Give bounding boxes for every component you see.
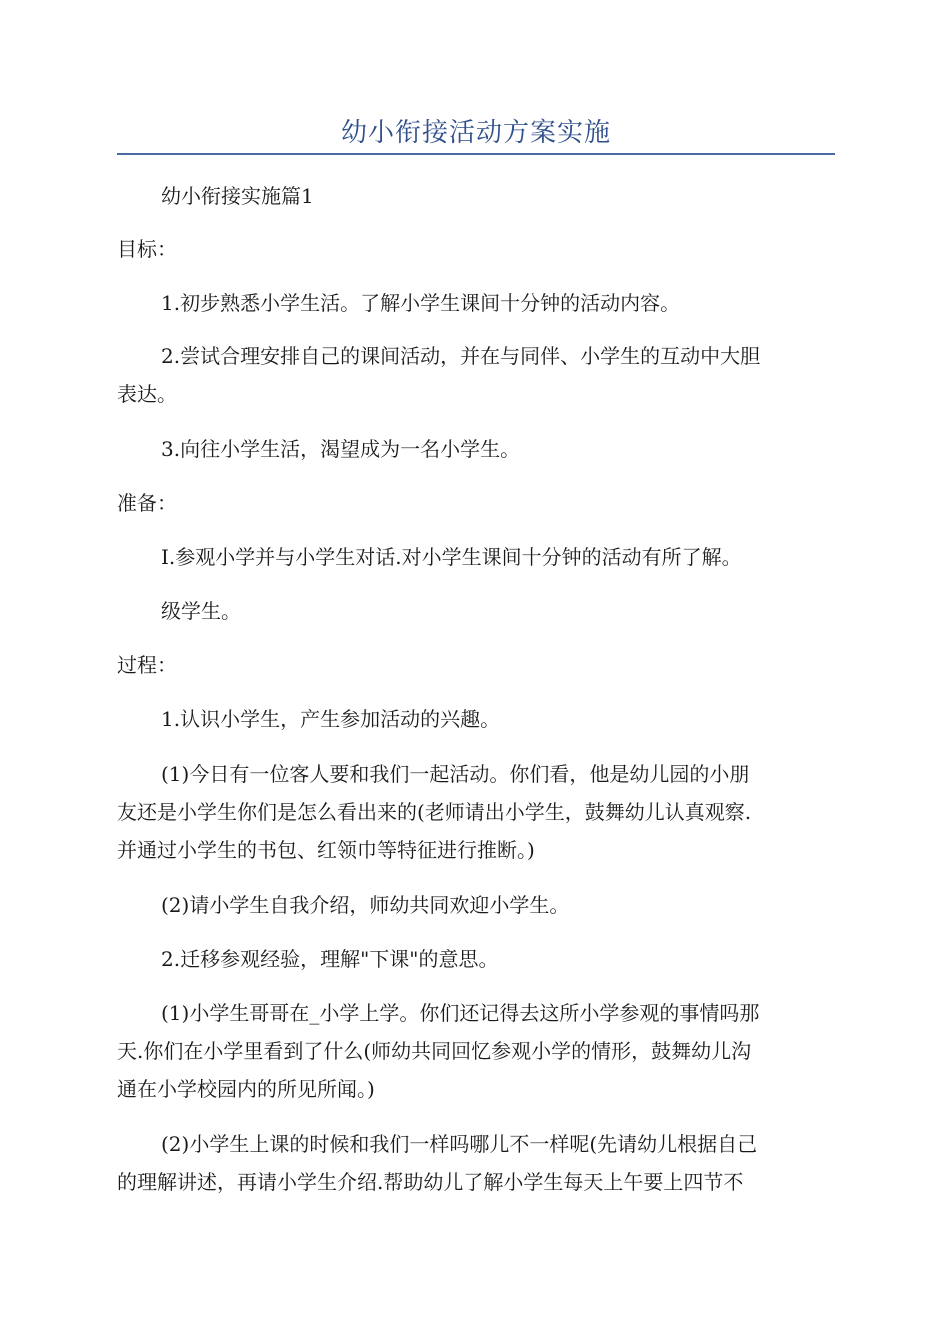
text-line: 目标： [117, 237, 177, 261]
text-line: 准备： [117, 491, 177, 515]
paragraph-prep-heading [117, 484, 835, 522]
title-underline [117, 153, 835, 155]
paragraph-goal-3 [117, 430, 835, 468]
paragraph-process-1-1 [117, 755, 835, 869]
text-line: 的理解讲述，再请小学生介绍.帮助幼儿了解小学生每天上午要上四节不 [117, 1170, 744, 1194]
text-line: 过程： [117, 653, 177, 677]
text-line: (2)请小学生自我介绍，师幼共同欢迎小学生。 [161, 893, 570, 917]
paragraph-goal-2 [117, 337, 835, 413]
paragraph-section-heading [117, 177, 835, 215]
text-line: 友还是小学生你们是怎么看出来的(老师请出小学生，鼓舞幼儿认真观察. [117, 800, 752, 824]
text-line: 1.初步熟悉小学生活。了解小学生课间十分钟的活动内容。 [161, 291, 681, 315]
paragraph-process-1-2 [117, 886, 835, 924]
text-line: 级学生。 [161, 599, 241, 623]
paragraph-prep-2 [117, 592, 835, 630]
paragraph-prep-1 [117, 538, 835, 576]
text-line: 表达。 [117, 382, 177, 406]
text-line: 1.认识小学生，产生参加活动的兴趣。 [161, 707, 501, 731]
text-line: (1)小学生哥哥在_小学上学。你们还记得去这所小学参观的事情吗那 [161, 1001, 760, 1025]
text-line: 3.向往小学生活，渴望成为一名小学生。 [161, 437, 521, 461]
text-line: 并通过小学生的书包、红领巾等特征进行推断。) [117, 838, 535, 862]
paragraph-process-heading [117, 646, 835, 684]
text-line: (1)今日有一位客人要和我们一起活动。你们看，他是幼儿园的小朋 [161, 762, 750, 786]
document-page [117, 0, 835, 1344]
document-title: 幼小衔接活动方案实施 [340, 118, 611, 148]
text-line: I.参观小学并与小学生对话.对小学生课间十分钟的活动有所了解。 [161, 545, 742, 569]
text-line: 天.你们在小学里看到了什么(师幼共同回忆参观小学的情形，鼓舞幼儿沟 [117, 1039, 752, 1063]
paragraph-goals-heading [117, 230, 835, 268]
paragraph-process-1 [117, 700, 835, 738]
paragraph-process-2-1 [117, 994, 835, 1108]
paragraph-goal-1 [117, 284, 835, 322]
text-line: 2.尝试合理安排自己的课间活动，并在与同伴、小学生的互动中大胆 [161, 344, 761, 368]
paragraph-process-2 [117, 940, 835, 978]
text-line: 通在小学校园内的所见所闻。) [117, 1077, 375, 1101]
text-line: 幼小衔接实施篇1 [161, 184, 314, 208]
text-line: 2.迁移参观经验，理解"下课"的意思。 [161, 947, 499, 971]
text-line: (2)小学生上课的时候和我们一样吗哪儿不一样呢(先请幼儿根据自己 [161, 1132, 758, 1156]
paragraph-process-2-2 [117, 1125, 835, 1201]
